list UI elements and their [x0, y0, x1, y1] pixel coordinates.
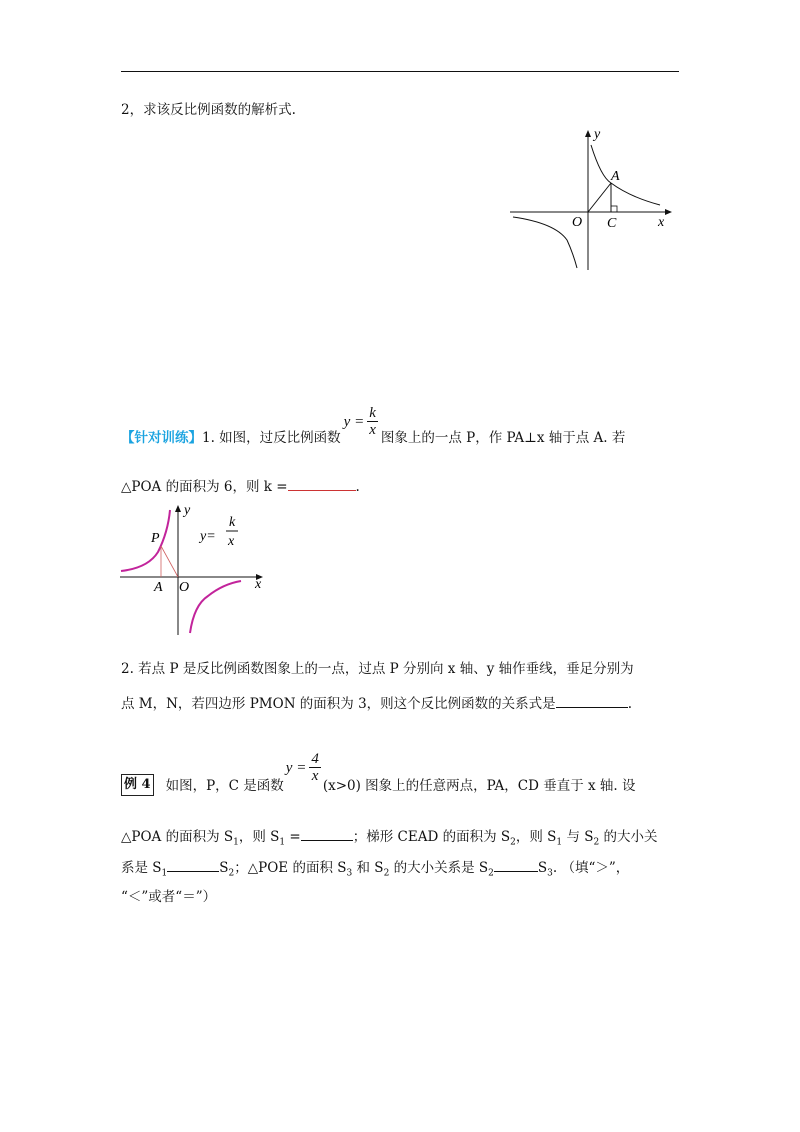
figure-hyperbola-1: [505, 125, 680, 275]
figure-hyperbola-2: [118, 500, 278, 638]
training-1-line2: △POA 的面积为 6，则 k = .: [121, 476, 360, 497]
equation-y-k-over-x: y = $\frac{k}{x}$: [343, 405, 376, 438]
example-4-line1: 例 4 如图，P，C 是函数 y = $\frac{4}{x}$ (x>0) 图象上的任意两点，PA，CD 垂直于 x 轴. 设: [121, 746, 635, 796]
label-O: O: [179, 580, 190, 595]
label-x: x: [658, 215, 665, 230]
answer-blank-compare-s2-s3[interactable]: [494, 857, 538, 872]
example-4-tag: 例 4: [121, 774, 154, 796]
x-axis-arrow: [665, 209, 672, 215]
label-C: C: [607, 216, 617, 231]
label-y: y: [594, 127, 601, 142]
y-axis-arrow: [175, 505, 181, 512]
label-P: P: [151, 531, 160, 546]
label-A: A: [154, 580, 163, 595]
answer-blank-k[interactable]: [288, 476, 356, 491]
label-x: x: [255, 577, 262, 592]
answer-blank-s1[interactable]: [301, 826, 353, 841]
y-axis-arrow: [585, 130, 591, 137]
question-2b-line2: 点 M，N，若四边形 PMON 的面积为 3，则这个反比例函数的关系式是 .: [121, 693, 632, 714]
example-4-line4: “＜”或者“＝”）: [121, 889, 217, 905]
question-2b-line1: 2. 若点 P 是反比例函数图象上的一点，过点 P 分别向 x 轴、y 轴作垂线，垂足分别为: [121, 661, 634, 677]
example-4-line2: △POA 的面积为 $S_1$，则 $S_1$ = ；梯形 CEAD 的面积为 $S_2$，则 $S_1$ 与 $S_2$ 的大小关: [121, 826, 658, 853]
label-O: O: [572, 215, 583, 230]
question-text: 求该反比例函数的解析式.: [143, 102, 296, 118]
segment-OA: [588, 183, 611, 212]
label-y: y: [184, 503, 191, 518]
header-rule: [121, 71, 679, 72]
training-1-line1: [121, 404, 625, 448]
question-2: [121, 100, 296, 120]
equation-y-4-over-x: y = $\frac{4}{x}$: [285, 751, 319, 784]
question-number: 2，: [121, 102, 144, 118]
training-1-end: 图象上的一点 P，作 PA⊥x 轴于点 A. 若: [380, 430, 626, 446]
segment-PO: [161, 546, 178, 577]
training-tag: 【针对训练】: [121, 430, 202, 446]
equation-label-y: y=: [200, 529, 216, 544]
curve-branch-3: [513, 217, 577, 268]
answer-blank-relation[interactable]: [556, 693, 628, 708]
right-angle-mark: [611, 206, 617, 212]
training-1-start: 1. 如图，过反比例函数: [202, 430, 341, 446]
example-4-line3: 系是 $S_1$ $S_2$；△POE 的面积 $S_3$ 和 $S_2$ 的大小关系是 $S_2$ $S_3$. （填“＞”，: [121, 857, 629, 884]
curve-branch-4: [190, 581, 241, 633]
curve-branch-1: [591, 145, 660, 205]
equation-label-x: x: [228, 534, 235, 549]
equation-label-k: k: [229, 515, 236, 530]
curve-branch-2: [121, 510, 170, 571]
label-A: A: [611, 169, 620, 184]
answer-blank-compare-s1-s2[interactable]: [167, 857, 219, 872]
